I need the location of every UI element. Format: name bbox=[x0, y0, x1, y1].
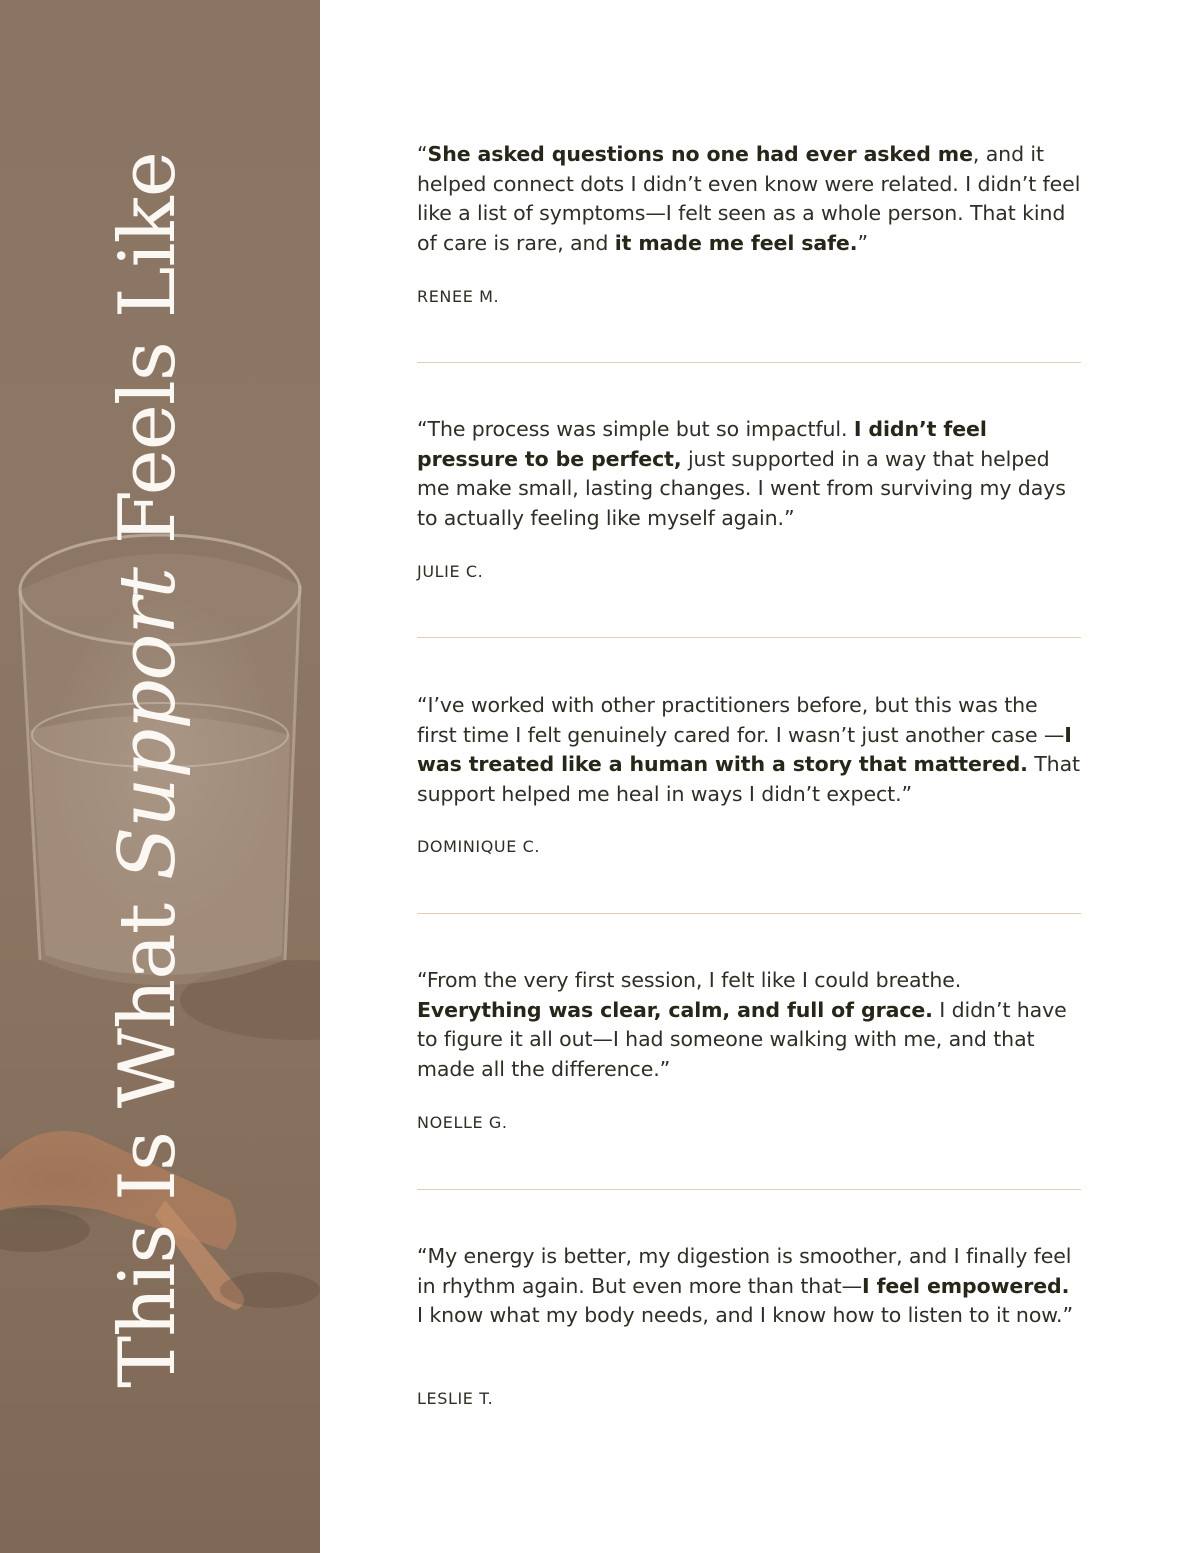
testimonial-author: LESLIE T. bbox=[417, 1389, 494, 1408]
quote-bold-text: I didn’t feel pressure to be perfect, bbox=[417, 417, 987, 471]
quote-text: I know what my body needs, and I know how to listen to it now.” bbox=[417, 1303, 1073, 1327]
title-part-1: This Is What bbox=[103, 880, 193, 1388]
quote-text: “The process was simple but so impactful. bbox=[417, 417, 854, 441]
quote-text: just supported in a way that helped me make small, lasting changes. I went from surviving my days to actually feeling like myself again.” bbox=[417, 446, 1066, 530]
side-image-panel bbox=[0, 0, 320, 1553]
testimonial-quote bbox=[417, 1242, 1081, 1331]
quote-bold-text: I was treated like a human with a story that mattered. bbox=[417, 722, 1072, 776]
testimonial-item bbox=[417, 140, 1081, 306]
quote-text: “My energy is better, my digestion is smoother, and I finally feel in rhythm again. But even more than that— bbox=[417, 1244, 1072, 1298]
quote-text: “I’ve worked with other practitioners before, but this was the first time I felt genuinely cared for. I wasn’t just another case — bbox=[417, 693, 1065, 747]
quote-text: “From the very first session, I felt like I could breathe. bbox=[417, 968, 962, 992]
page-title bbox=[103, 152, 193, 1388]
quote-text: That support helped me heal in ways I didn’t expect.” bbox=[417, 752, 1080, 806]
divider bbox=[417, 913, 1081, 914]
testimonial-quote bbox=[417, 691, 1081, 809]
title-part-2: Feels Like bbox=[103, 152, 193, 569]
testimonial-author: JULIE C. bbox=[417, 562, 484, 581]
testimonial-author: RENEE M. bbox=[417, 287, 500, 306]
testimonial-author: NOELLE G. bbox=[417, 1113, 508, 1132]
quote-bold-text: She asked questions no one had ever asked me bbox=[427, 142, 973, 166]
testimonial-item bbox=[417, 415, 1081, 581]
quote-bold-text: I feel empowered. bbox=[862, 1273, 1070, 1298]
testimonial-item bbox=[417, 1242, 1081, 1408]
quote-bold-text: it made me feel safe. bbox=[614, 230, 858, 255]
testimonial-item bbox=[417, 691, 1081, 856]
quote-text: I didn’t have to figure it all out—I had someone walking with me, and that made all the difference.” bbox=[417, 997, 1067, 1081]
title-italic: Support bbox=[103, 568, 193, 881]
divider bbox=[417, 637, 1081, 638]
quote-bold-text: Everything was clear, calm, and full of grace. bbox=[417, 997, 933, 1022]
testimonial-quote bbox=[417, 415, 1081, 533]
quote-text: “ bbox=[417, 142, 428, 166]
testimonial-quote bbox=[417, 140, 1081, 258]
testimonial-quote bbox=[417, 966, 1081, 1084]
testimonial-item bbox=[417, 966, 1081, 1132]
divider bbox=[417, 1189, 1081, 1190]
quote-text: , and it helped connect dots I didn’t even know were related. I didn’t feel like a list of symptoms—I felt seen as a whole person. That kind of care is rare, and bbox=[417, 142, 1081, 255]
testimonial-author: DOMINIQUE C. bbox=[417, 837, 541, 856]
quote-text: ” bbox=[857, 230, 868, 255]
divider bbox=[417, 362, 1081, 363]
